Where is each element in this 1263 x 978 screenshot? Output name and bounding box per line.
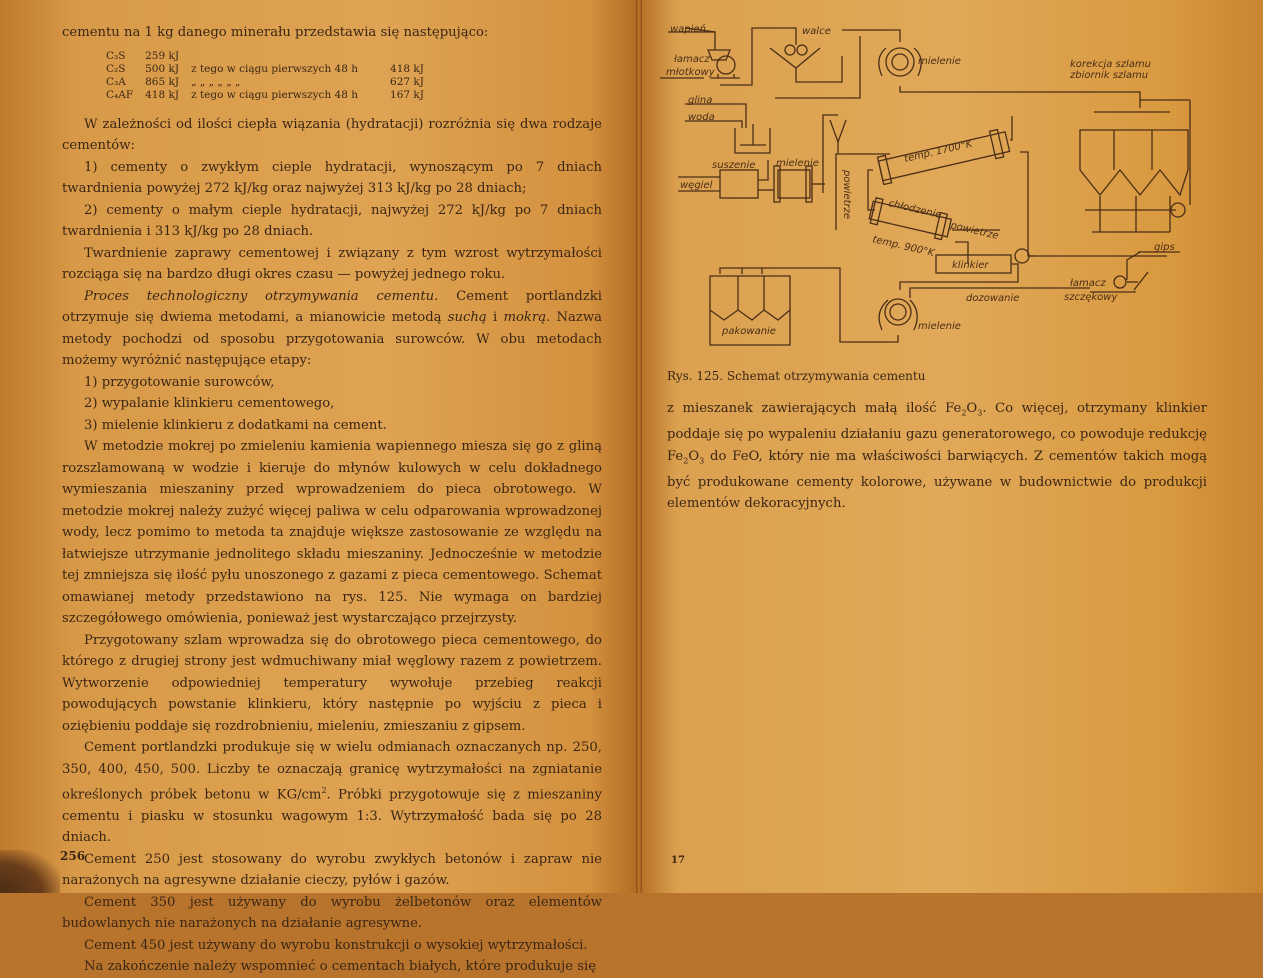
label-suszenie: suszenie <box>712 160 756 171</box>
note-cell: z tego w ciągu pierwszych 48 h <box>191 88 359 101</box>
text-span: O <box>688 448 700 464</box>
list-item: 1) przygotowanie surowców, <box>84 374 275 390</box>
right-page-text <box>667 398 1207 515</box>
paragraph: Na zakończenie należy wspomnieć o cementach białych, które produkuje się <box>84 959 597 975</box>
label-mielenie-top: mielenie <box>918 56 961 67</box>
label-dozowanie: dozowanie <box>966 293 1020 304</box>
table-row <box>106 89 436 102</box>
text-span: O <box>966 401 978 416</box>
paragraph: Cement 250 jest stosowany do wyrobu zwykłych betonów i zapraw nie narażonych na agresywne działanie cieczy, pyłów i gazów. <box>62 851 602 889</box>
mineral-cell: C₄AF <box>106 88 134 101</box>
label-mielenie-bottom: mielenie <box>918 321 961 332</box>
label-wegiel: węgiel <box>680 180 713 191</box>
text-span: z mieszanek zawierających małą ilość Fe <box>667 401 962 416</box>
subscript: 2 <box>961 408 967 418</box>
book-gutter <box>636 0 642 893</box>
label-szczekowy: szczękowy <box>1064 292 1118 303</box>
mineral-cell: C₂S <box>106 62 126 75</box>
text-span: Cement portlandzki produkuje się w wielu odmianach oznaczanych np. 250, 350, 400, 450, 500. Liczby te oznaczają granicę wytrzymałości na zgniatanie określonych próbek betonu w KG/cm <box>62 740 602 803</box>
cement-process-diagram <box>660 20 1200 360</box>
page-number-right: 17 <box>671 855 685 866</box>
label-klinkier: klinkier <box>952 260 989 271</box>
subscript: 2 <box>683 456 689 466</box>
paragraph: Przygotowany szlam wprowadza się do obrotowego pieca cementowego, do którego z drugiej strony jest wdmuchiwany miał węglowy razem z powietrzem. Wytworzenie odpowiedniej temperatury wywołuje przebieg reakcji powodujących powstanie klinkieru, który następnie po wyjściu z pieca i oziębieniu poddaje się rozdrobnieniu, mieleniu, zmieszaniu z gipsem. <box>62 632 602 734</box>
list-item: 2) wypalanie klinkieru cementowego, <box>84 396 335 411</box>
label-lamacz: łamacz <box>674 54 710 65</box>
heat-cell: 500 kJ <box>145 62 180 75</box>
paragraph-process <box>62 286 602 372</box>
paragraph: Cement 450 jest używany do wyrobu konstrukcji o wysokiej wytrzymałości. <box>84 937 588 953</box>
value-48h-cell: 418 kJ <box>390 62 424 75</box>
label-temp-cooler: temp. 900°K <box>871 234 936 260</box>
text-span: . Próbki przygotowuje się z mieszaniny cementu i piasku w stosunku wagowym 1:3. Wytrzymałość bada się po 28 dniach. <box>62 787 602 846</box>
heat-cell: 418 kJ <box>145 88 180 101</box>
term-dry: suchą <box>447 310 487 325</box>
subscript: 3 <box>977 408 983 418</box>
paragraph <box>62 737 602 849</box>
label-woda: woda <box>688 112 715 123</box>
superscript: 2 <box>321 786 327 795</box>
label-lamacz-szczekowy: łamacz <box>1070 278 1106 289</box>
subscript: 3 <box>699 456 705 466</box>
mineral-cell: C₃A <box>106 75 126 88</box>
label-mlotkowy: młotkowy <box>666 67 715 78</box>
table-row <box>106 76 436 89</box>
list-item: 1) cementy o zwykłym cieple hydratacji, wynoszącym po 7 dniach twardnienia powyżej 272 kJ/kg oraz najwyżej 313 kJ/kg po 28 dniach; <box>62 159 602 196</box>
text-span: i <box>486 310 504 325</box>
figure-caption: Rys. 125. Schemat otrzymywania cementu <box>667 369 926 383</box>
label-korekcja: korekcja szlamu <box>1070 59 1151 70</box>
value-48h-cell <box>370 50 436 63</box>
label-temp-kiln: temp. 1700°K <box>903 138 974 165</box>
value-48h-cell: 627 kJ <box>390 75 424 88</box>
left-page-text <box>62 22 602 978</box>
text-span: . Nazwa metody pochodzi od sposobu przygotowania surowców. W obu metodach możemy wyróżnić następujące etapy: <box>62 310 602 368</box>
mineral-heat-table <box>106 50 436 102</box>
note-cell <box>191 50 370 63</box>
list-item: 3) mielenie klinkieru z dodatkami na cement. <box>84 417 387 433</box>
heat-cell: 259 kJ <box>145 49 180 62</box>
label-glina: glina <box>688 95 713 106</box>
label-pakowanie: pakowanie <box>722 326 776 337</box>
paragraph <box>667 398 1207 515</box>
label-zbiornik: zbiornik szlamu <box>1070 70 1149 81</box>
shadow-corner <box>0 850 60 893</box>
mineral-cell: C₃S <box>106 49 126 62</box>
label-powietrze-vertical: powietrze <box>841 170 852 220</box>
note-cell: z tego w ciągu pierwszych 48 h <box>191 62 359 75</box>
list-item: 2) cementy o małym cieple hydratacji, najwyżej 272 kJ/kg po 7 dniach twardnienia i 313 kJ/kg po 28 dniach. <box>62 202 602 239</box>
heat-cell: 865 kJ <box>145 75 180 88</box>
paragraph: Cement 350 jest używany do wyrobu żelbetonów oraz elementów budowlanych nie narażonych na działanie agresywne. <box>62 894 602 932</box>
label-wapien: wapień <box>670 24 706 35</box>
paragraph: W metodzie mokrej po zmieleniu kamienia wapiennego miesza się go z gliną rozszlamowaną w wodzie i kieruje do młynów kulowych w celu dokładnego wymieszania mieszaniny przed wprowadzeniem do pieca obrotowego. W metodzie mokrej należy zużyć więcej paliwa w celu odparowania wprowadzonej wody, lecz pomimo to metoda ta znajduje większe zastosowanie ze względu na łatwiejsze utrzymanie jednolitego składu mieszaniny. Jednocześnie w metodzie tej zmniejsza się ilość pyłu unoszonego z gazami z pieca cementowego. Schemat omawianej metody przedstawiono na rys. 125. Nie wymaga on bardziej szczegółowego omówienia, ponieważ jest wystarczająco przejrzysty. <box>62 439 602 626</box>
text-span: do FeO, który nie ma właściwości barwiących. Z cementów takich mogą być produkowane cementy kolorowe, używane w budownictwie do produkcji elementów dekoracyjnych. <box>667 448 1207 512</box>
value-48h-cell: 167 kJ <box>390 88 424 101</box>
label-chlodzenie: chłodzenie <box>887 198 943 222</box>
paragraph: W zależności od ilości ciepła wiązania (hydratacji) rozróżnia się dwa rodzaje cementów: <box>62 116 602 153</box>
text-span: . Co więcej, otrzymany klinkier poddaje się po wypaleniu działaniu gazu generatorowego, co powoduje redukcję Fe <box>667 401 1207 464</box>
label-powietrze-cooler: powietrze <box>949 220 1000 242</box>
paragraph: Twardnienie zaprawy cementowej i związany z tym wzrost wytrzymałości rozciąga się na bardzo długi okres czasu — powyżej jednego roku. <box>62 245 602 282</box>
table-row <box>106 50 436 63</box>
term-wet: mokrą <box>503 310 547 325</box>
section-heading: Proces technologiczny otrzymywania cementu. <box>84 288 439 304</box>
label-walce: walce <box>802 26 831 37</box>
label-gips: gips <box>1154 242 1175 253</box>
text-span: Cement portlandzki otrzymuje się dwiema metodami, a mianowicie metodą <box>62 288 602 325</box>
table-row <box>106 63 436 76</box>
page-number-left: 256 <box>60 849 86 863</box>
intro-line: cementu na 1 kg danego minerału przedstawia się następująco: <box>62 25 489 40</box>
label-mielenie-mid: mielenie <box>776 158 819 169</box>
note-cell: „ „ „ „ „ „ <box>191 75 241 88</box>
